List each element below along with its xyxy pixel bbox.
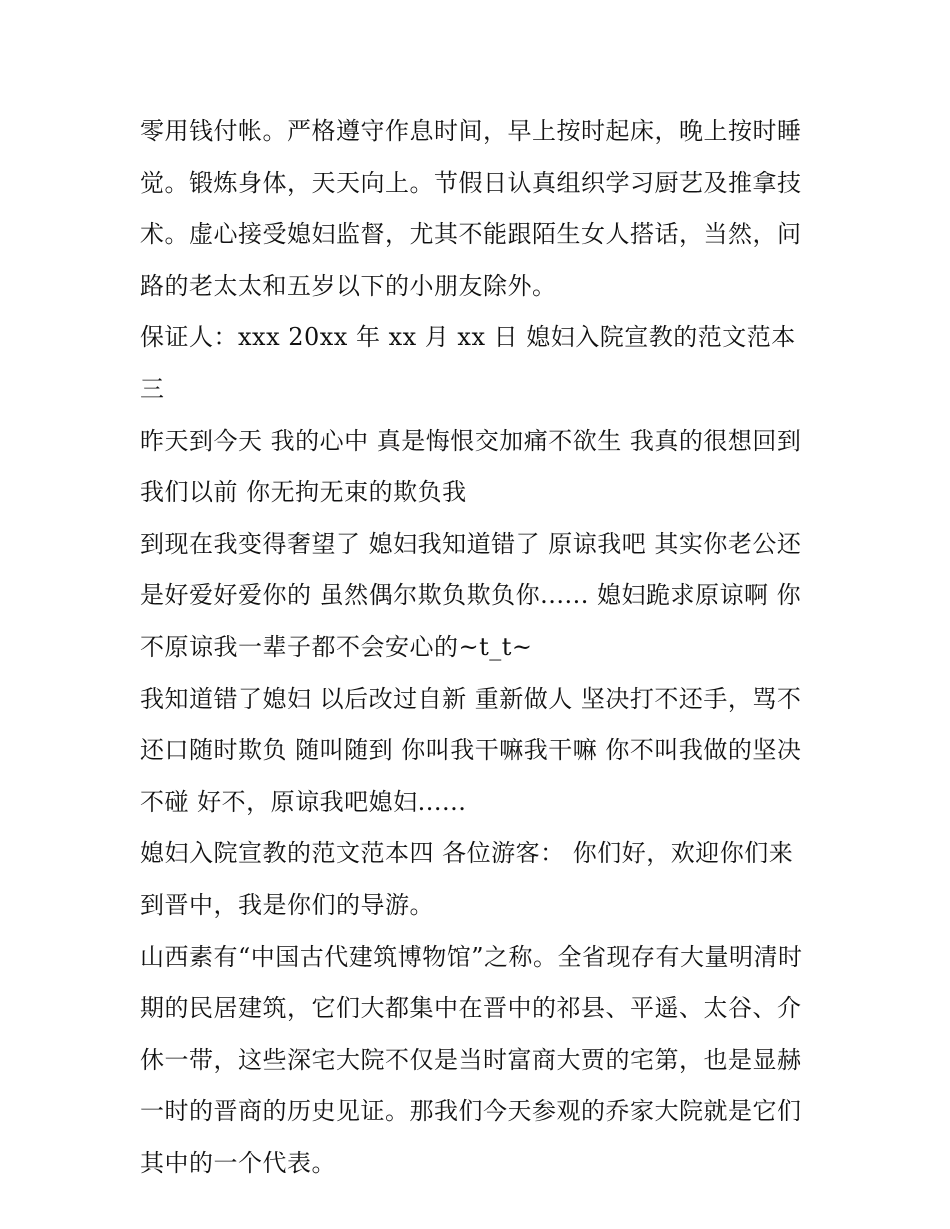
paragraph-1: 零用钱付帐。严格遵守作息时间，早上按时起床，晚上按时睡觉。锻炼身体，天天向上。节假日认真组织学习厨艺及推拿技术。虚心接受媳妇监督，尤其不能跟陌生女人搭话，当然，问路的老太太和五岁以下的小朋友除外。 [140,117,802,300]
paragraph-2: 保证人：xxx 20xx 年 xx 月 xx 日 媳妇入院宣教的范文范本三 [140,323,796,403]
document-body [140,106,812,1189]
paragraph-5: 我知道错了媳妇 以后改过自新 重新做人 坚决打不还手，骂不还口随时欺负 随叫随到 你叫我干嘛我干嘛 你不叫我做的坚决不碰 好不，原谅我吧媳妇...... [140,684,802,816]
paragraph-6: 媳妇入院宣教的范文范本四 各位游客： 你们好，欢迎你们来到晋中，我是你们的导游。 [140,839,794,919]
paragraph-7: 山西素有“中国古代建筑博物馆”之称。全省现存有大量明清时期的民居建筑，它们大都集中在晋中的祁县、平遥、太谷、介休一带，这些深宅大院不仅是当时富商大贾的宅第，也是显赫一时的晋商的历史见证。那我们今天参观的乔家大院就是它们其中的一个代表。 [140,942,803,1177]
paragraph-4: 到现在我变得奢望了 媳妇我知道错了 原谅我吧 其实你老公还是好爱好爱你的 虽然偶尔欺负欺负你...... 媳妇跪求原谅啊 你不原谅我一辈子都不会安心的~t_t~ [140,529,802,661]
paragraph-3: 昨天到今天 我的心中 真是悔恨交加痛不欲生 我真的很想回到我们以前 你无拘无束的欺负我 [140,426,802,507]
